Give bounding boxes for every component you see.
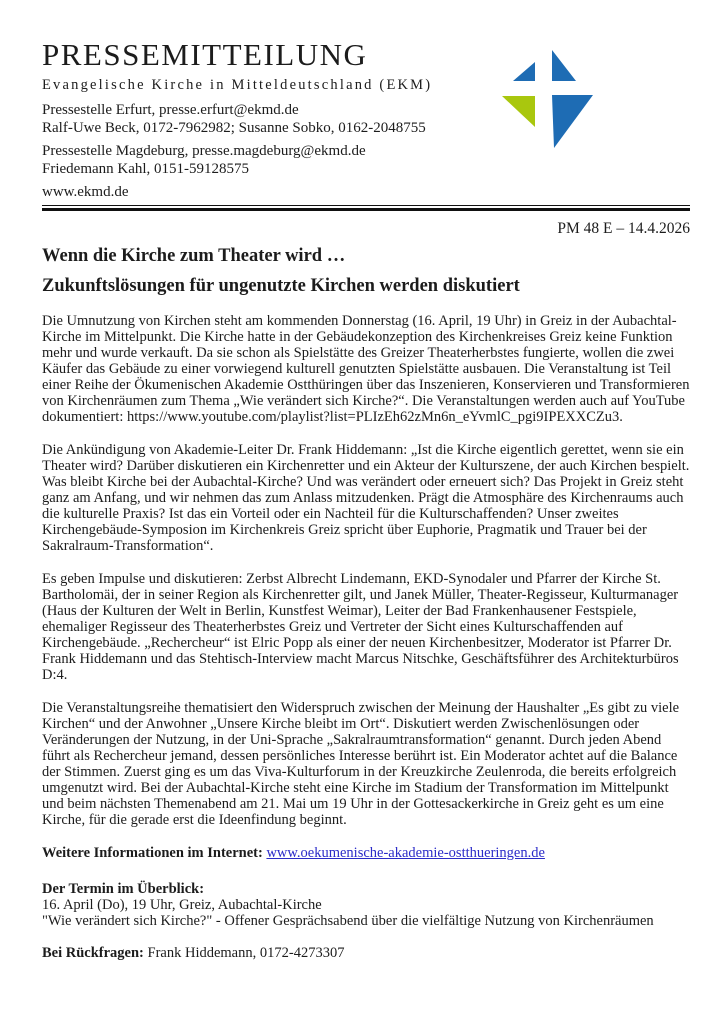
ekm-cross-logo <box>500 50 596 152</box>
contact-magdeburg-line2: Friedemann Kahl, 0151-59128575 <box>42 160 250 177</box>
schedule-heading: Der Termin im Überblick: <box>42 880 205 897</box>
body-paragraph-4: Die Veranstaltungsreihe thematisiert den Widerspruch zwischen der Meinung der Haushalter „Es gibt zu viele Kirchen“ und der Anwohner „Unsere Kirche bleibt im Ort“. Diskutiert werden Zwischenlösungen oder Veränderungen der Nutzung, in der Uni-Sprache „Sakralraumtransformation“ genannt. Durch jeden Abend führt als Rechercheur jemand, dessen persönliches Interesse berührt ist. Ein Moderator achtet auf die Balance der Stimmen. Zuerst ging es um das Viva-Kulturforum in der Kreuzkirche Zeulenroda, die bereits erfolgreich umgenutzt wird. Bei der Aubachtal-Kirche steht eine Kirche im Stadium der Transformation im Mittelpunkt und beim nächsten Themenabend am 21. Mai um 19 Uhr in der Gottesackerkirche in Greiz geht es um eine Kirche, für die gerade erst die Ideenfindung beginnt. <box>42 699 680 828</box>
more-info-label: Weitere Informationen im Internet: <box>42 844 267 861</box>
body-paragraph-2: Die Ankündigung von Akademie-Leiter Dr. Frank Hiddemann: „Ist die Kirche eigentlich gerettet, wenn sie ein Theater wird? Darüber diskutieren ein Kirchenretter und ein Akteur der Kulturszene, der auch Kirchen bespielt. Was bleibt Kirche bei der Aubachtal-Kirche? Und was verändert oder erneuert sich? Das Projekt in Greiz steht ganz am Anfang, und wir nehmen das zum Anlass mitzudenken. Prägt die Atmosphäre des Kirchenraums auch die kulturelle Praxis? Ist das ein Vorteil oder ein Nachteil für die Kulturschaffenden? Unser zweites Kirchengebäude-Symposion im Kirchenkreis Greiz spricht über Euphorie, Pragmatik und Trauer bei der Sakralraum-Transformation“. <box>42 441 690 554</box>
website-text: www.ekmd.de <box>42 184 129 200</box>
akademie-link[interactable]: www.oekumenische-akademie-ostthueringen.de <box>266 844 545 861</box>
pm-reference: PM 48 E – 14.4.2026 <box>557 219 690 237</box>
doc-title: PRESSEMITTEILUNG <box>42 37 368 72</box>
logo-triangle-bottom-right <box>552 95 593 148</box>
schedule-block <box>42 881 690 929</box>
inquiries-label: Bei Rückfragen: <box>42 944 148 961</box>
body-paragraph-3: Es geben Impulse und diskutieren: Zerbst Albrecht Lindemann, EKD-Synodaler und Pfarrer der Kirche St. Bartholomäi, der in seiner Region als Kirchenretter gilt, und Janek Müller, Theater-Regisseur, Kulturmanager (Haus der Kulturen der Welt in Berlin, Kunstfest Weimar), Leiter der Bad Frankenhausener Festspiele, ehemaliger Regisseur des Theaterherbstes Greiz und Vertreter der Sicht eines Kulturschaffenden auf Kirchengebäude. „Rechercheur“ ist Elric Popp als einer der neuen Kirchenbesitzer, Moderator ist Pfarrer Dr. Frank Hiddemann und das Stehtisch-Interview macht Marcus Nitschke, Geschäftsführer des Architekturbüros D:4. <box>42 570 679 683</box>
logo-triangle-bottom-left <box>502 96 535 127</box>
more-info-line <box>42 845 690 861</box>
contact-erfurt-line2: Ralf-Uwe Beck, 0172-7962982; Susanne Sobko, 0162-2048755 <box>42 119 426 136</box>
headline-line-1: Wenn die Kirche zum Theater wird … <box>42 245 346 266</box>
headline-line-2: Zukunftslösungen für ungenutzte Kirchen werden diskutiert <box>42 275 520 296</box>
logo-triangle-top-left <box>513 62 535 81</box>
contact-erfurt-line1: Pressestelle Erfurt, presse.erfurt@ekmd.de <box>42 102 299 118</box>
logo-triangle-top-right <box>552 50 576 81</box>
header-divider-rule <box>42 205 690 211</box>
inquiries-line <box>42 945 690 961</box>
schedule-date-line: 16. April (Do), 19 Uhr, Greiz, Aubachtal-Kirche <box>42 896 322 913</box>
contact-magdeburg-line1: Pressestelle Magdeburg, presse.magdeburg@ekmd.de <box>42 143 366 159</box>
doc-subtitle: Evangelische Kirche in Mitteldeutschland (EKM) <box>42 77 433 93</box>
schedule-description-line: "Wie verändert sich Kirche?" - Offener Gesprächsabend über die vielfältige Nutzung von Kirchenräumen <box>42 912 654 929</box>
body-paragraph-1: Die Umnutzung von Kirchen steht am kommenden Donnerstag (16. April, 19 Uhr) in Greiz in der Aubachtal-Kirche im Mittelpunkt. Die Kirche hatte in der Gebäudekonzeption des Kirchenkreises Greiz keine Funktion mehr und wurde verkauft. Da sie schon als Spielstätte des Greizer Theaterherbstes fungierte, wollen die zwei Käufer das Gebäude zu einer vorwiegend kulturell genutzten Spielstätte ausbauen. Die Veranstaltung ist Teil einer Reihe der Ökumenischen Akademie Ostthüringen über das Inszenieren, Konservieren und Transformieren von Kirchenräumen zum Thema „Wie verändert sich Kirche?“. Die Veranstaltungen werden auch auf YouTube dokumentiert: https://www.youtube.com/playlist?list=PLIzEh62zMn6n_eYvmlC_pgi9IPEXXCZu3. <box>42 312 690 425</box>
inquiries-value: Frank Hiddemann, 0172-4273307 <box>147 944 345 961</box>
